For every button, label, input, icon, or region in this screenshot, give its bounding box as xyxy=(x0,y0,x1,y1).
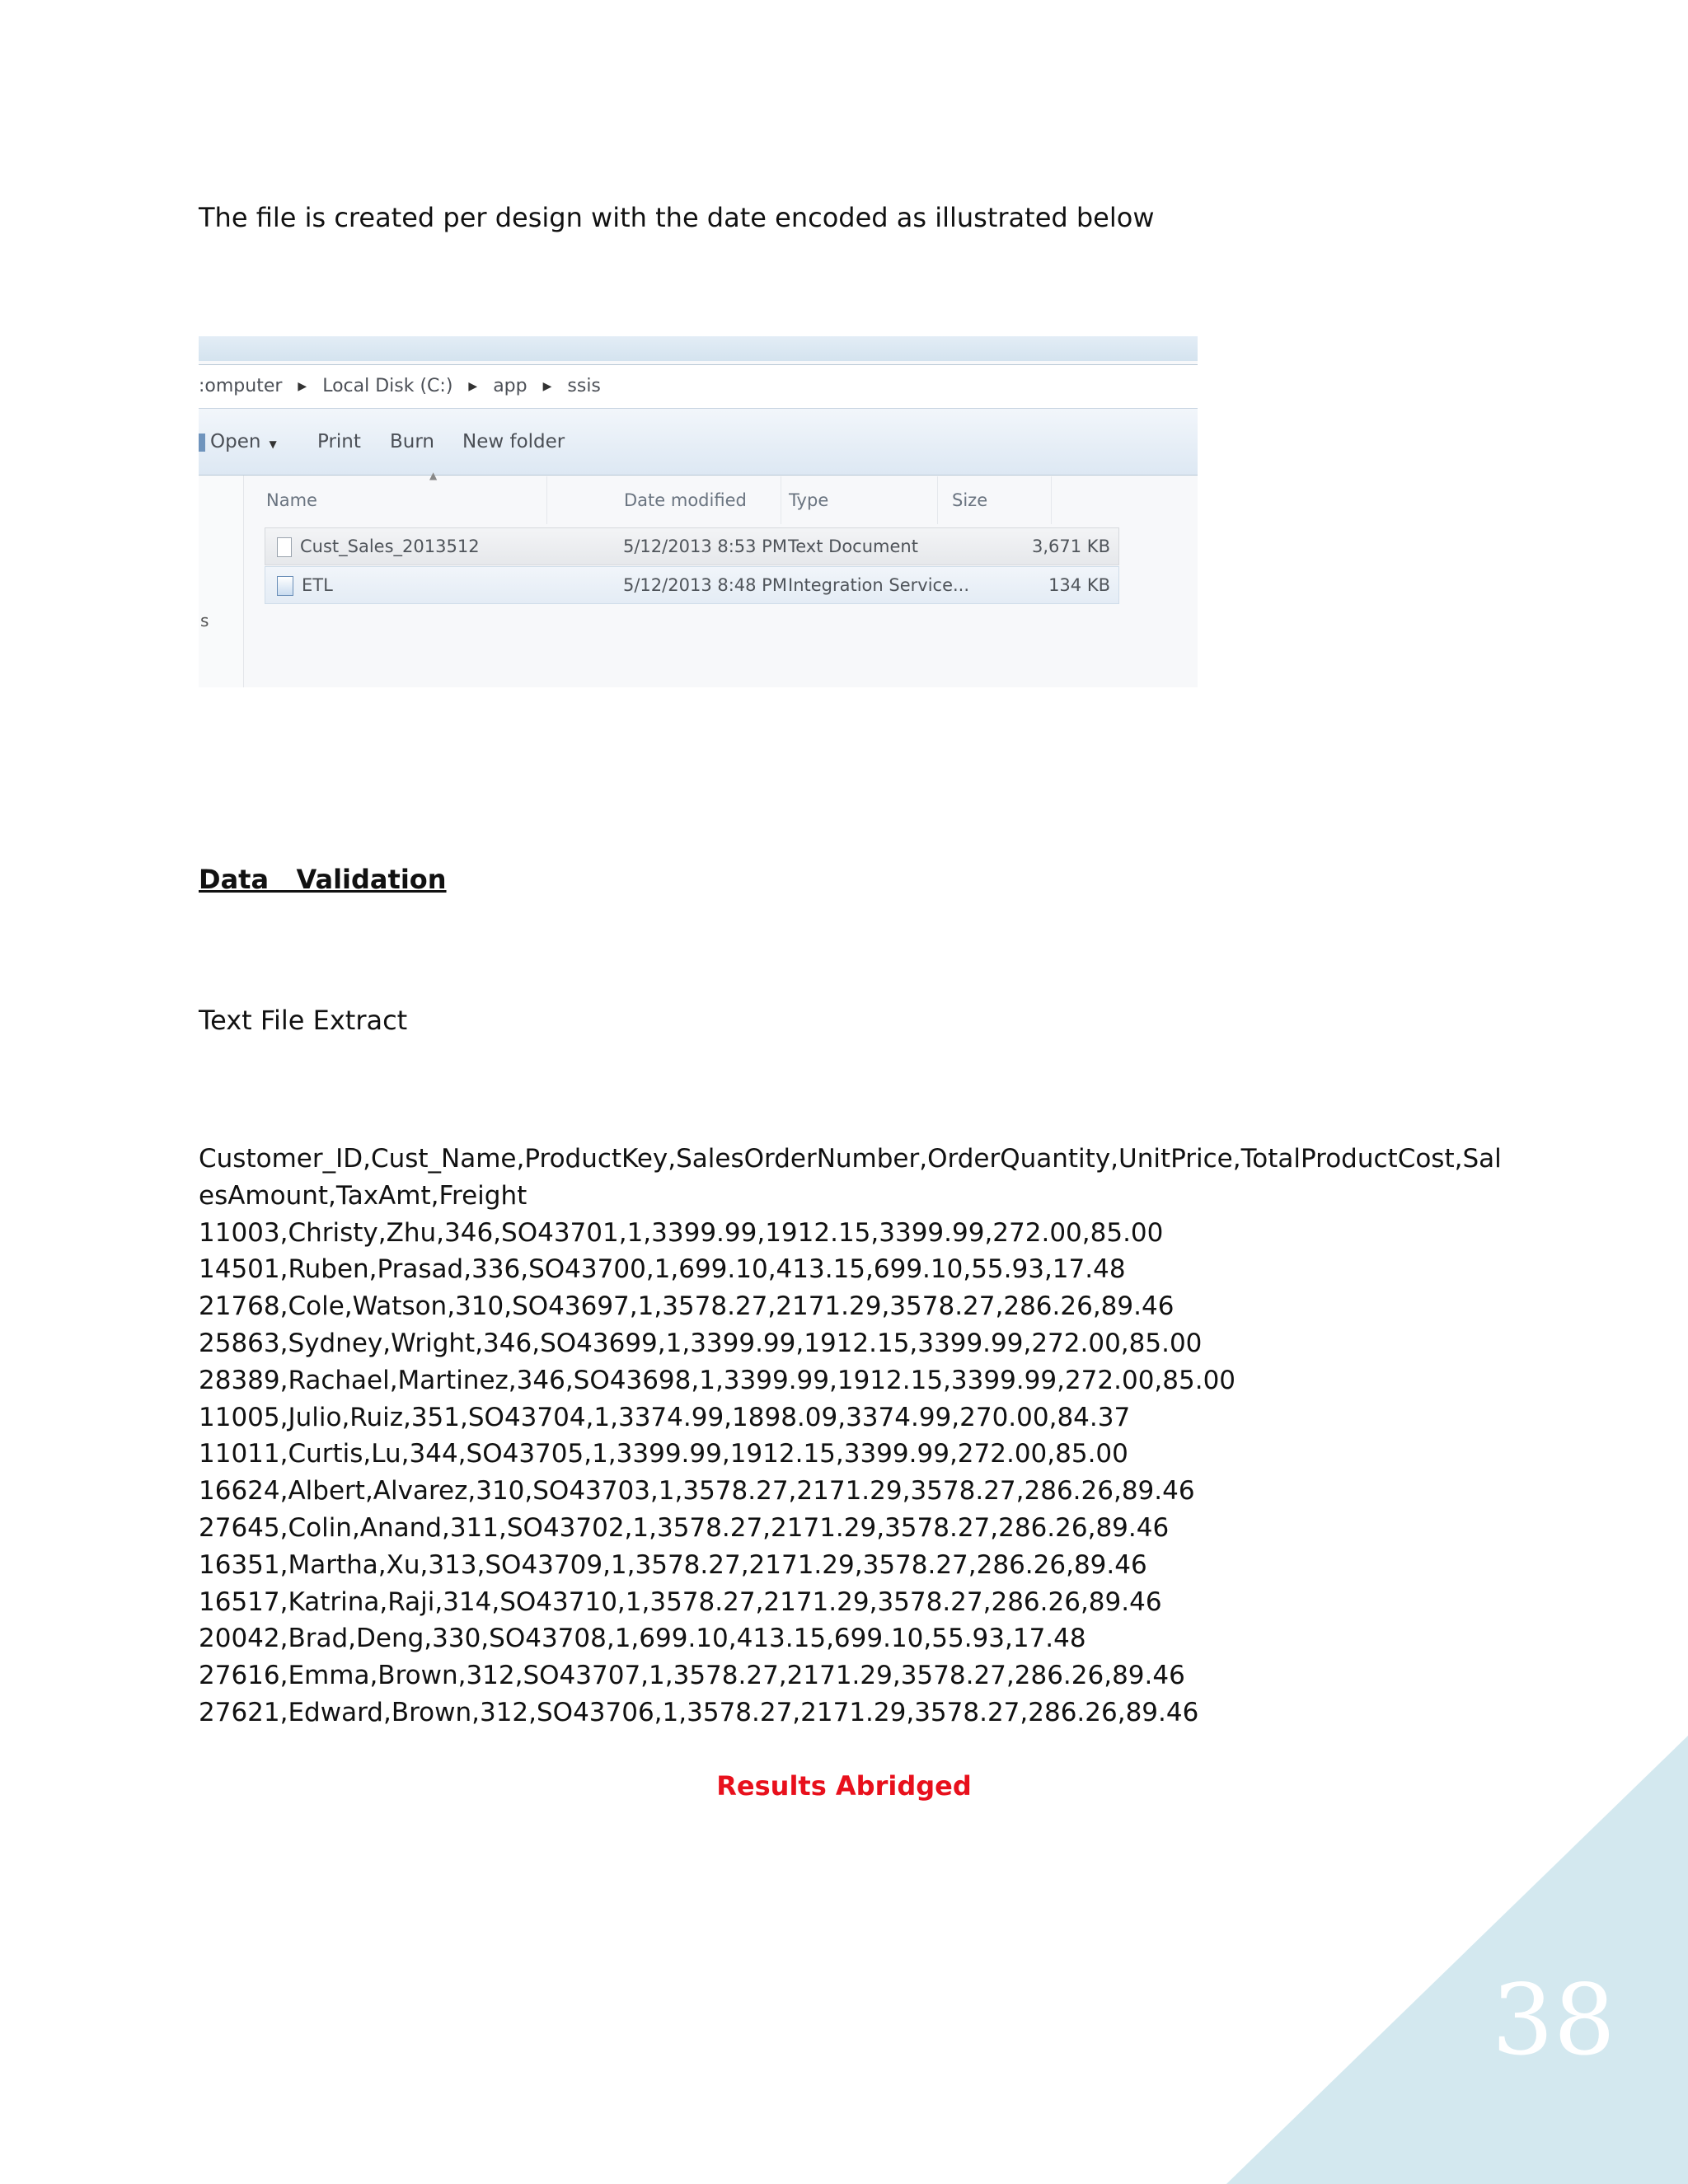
breadcrumb-local-disk[interactable]: Local Disk (C:) xyxy=(322,376,453,396)
data-line: 11005,Julio,Ruiz,351,SO43704,1,3374.99,1898.09,3374.99,270.00,84.37 xyxy=(199,1402,1131,1432)
file-row[interactable] xyxy=(265,566,1119,604)
open-icon xyxy=(199,434,205,452)
corner-decoration xyxy=(1226,1736,1688,2184)
file-type: Integration Service... xyxy=(788,575,970,595)
data-line-header-1: Customer_ID,Cust_Name,ProductKey,SalesOrderNumber,OrderQuantity,UnitPrice,TotalProductCost,Sal xyxy=(199,1144,1502,1174)
file-name: Cust_Sales_2013512 xyxy=(300,537,480,556)
chevron-right-icon: ▶ xyxy=(298,380,307,393)
column-size-label: Size xyxy=(952,490,988,510)
file-type: Text Document xyxy=(788,537,918,556)
data-line: 27621,Edward,Brown,312,SO43706,1,3578.27,2171.29,3578.27,286.26,89.46 xyxy=(199,1697,1199,1727)
file-name: ETL xyxy=(302,575,333,595)
file-row[interactable] xyxy=(265,527,1119,565)
data-line: 16624,Albert,Alvarez,310,SO43703,1,3578.27,2171.29,3578.27,286.26,89.46 xyxy=(199,1476,1195,1507)
open-button[interactable] xyxy=(199,409,277,477)
print-button[interactable]: Print xyxy=(317,431,361,452)
data-line: 27616,Emma,Brown,312,SO43707,1,3578.27,2171.29,3578.27,286.26,89.46 xyxy=(199,1661,1185,1691)
column-header-type[interactable] xyxy=(789,476,938,524)
file-date: 5/12/2013 8:48 PM xyxy=(623,575,787,595)
chevron-down-icon: ▼ xyxy=(269,438,277,450)
chevron-right-icon: ▶ xyxy=(468,380,478,393)
ssis-package-icon xyxy=(277,576,293,596)
navigation-pane xyxy=(199,476,244,687)
column-type-label: Type xyxy=(789,490,829,510)
breadcrumb-ssis[interactable]: ssis xyxy=(567,376,601,396)
explorer-title-strip xyxy=(199,336,1198,361)
explorer-toolbar xyxy=(199,409,1198,476)
data-line: 11011,Curtis,Lu,344,SO43705,1,3399.99,1912.15,3399.99,272.00,85.00 xyxy=(199,1439,1128,1469)
text-document-icon xyxy=(277,537,292,557)
file-size: 134 KB xyxy=(1048,575,1110,595)
data-line: 14501,Ruben,Prasad,336,SO43700,1,699.10,413.15,699.10,55.93,17.48 xyxy=(199,1254,1126,1285)
address-bar[interactable] xyxy=(199,364,1198,409)
breadcrumb-app[interactable]: app xyxy=(493,376,528,396)
data-line: 25863,Sydney,Wright,346,SO43699,1,3399.99,1912.15,3399.99,272.00,85.00 xyxy=(199,1328,1203,1358)
intro-text: The file is created per design with the date encoded as illustrated below xyxy=(199,202,1155,233)
sort-up-icon: ▲ xyxy=(429,470,438,481)
results-abridged-note: Results Abridged xyxy=(716,1770,972,1802)
column-header-date[interactable] xyxy=(624,476,781,524)
column-header-size[interactable] xyxy=(952,476,1052,524)
section-heading: Data Validation xyxy=(199,864,447,895)
data-line: 20042,Brad,Deng,330,SO43708,1,699.10,413.15,699.10,55.93,17.48 xyxy=(199,1624,1086,1654)
page-number: 38 xyxy=(1491,1963,1615,2077)
column-date-label: Date modified xyxy=(624,490,747,510)
breadcrumb-computer[interactable]: :omputer xyxy=(199,376,283,396)
chevron-right-icon: ▶ xyxy=(542,380,552,393)
text-file-extract xyxy=(199,1141,1517,1732)
burn-button[interactable]: Burn xyxy=(390,431,434,452)
file-date: 5/12/2013 8:53 PM xyxy=(623,537,787,556)
column-name-label: Name xyxy=(266,490,317,510)
column-header-name[interactable] xyxy=(266,476,547,524)
data-line: 11003,Christy,Zhu,346,SO43701,1,3399.99,1912.15,3399.99,272.00,85.00 xyxy=(199,1217,1164,1248)
data-line: 16351,Martha,Xu,313,SO43709,1,3578.27,2171.29,3578.27,286.26,89.46 xyxy=(199,1549,1147,1580)
data-line: 21768,Cole,Watson,310,SO43697,1,3578.27,2171.29,3578.27,286.26,89.46 xyxy=(199,1291,1175,1322)
data-line: 16517,Katrina,Raji,314,SO43710,1,3578.27,2171.29,3578.27,286.26,89.46 xyxy=(199,1586,1162,1617)
open-label: Open xyxy=(210,431,261,452)
nav-item-fragment[interactable]: s xyxy=(200,611,209,630)
explorer-screenshot xyxy=(199,336,1198,687)
data-line: 28389,Rachael,Martinez,346,SO43698,1,3399.99,1912.15,3399.99,272.00,85.00 xyxy=(199,1365,1236,1395)
data-line-header-2: esAmount,TaxAmt,Freight xyxy=(199,1180,528,1211)
subheading: Text File Extract xyxy=(199,1005,408,1036)
new-folder-button[interactable]: New folder xyxy=(462,431,565,452)
file-size: 3,671 KB xyxy=(1032,537,1110,556)
data-line: 27645,Colin,Anand,311,SO43702,1,3578.27,2171.29,3578.27,286.26,89.46 xyxy=(199,1512,1170,1543)
